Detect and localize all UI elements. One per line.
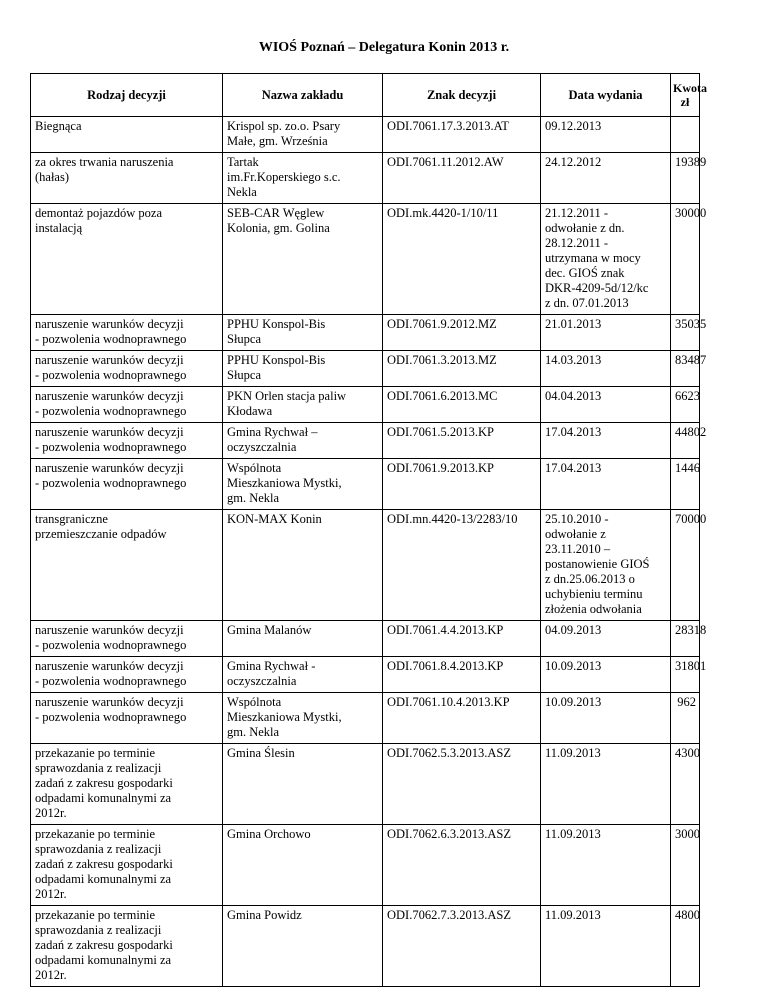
table-row: [31, 621, 700, 657]
cell-line: odwołanie z: [545, 527, 606, 541]
table-row: [31, 387, 700, 423]
cell-line: Wspólnota: [227, 695, 282, 709]
header-kwota-unit: zł: [680, 95, 690, 109]
cell-line: Wspólnota: [227, 461, 282, 475]
cell-kwota: 30000: [671, 204, 700, 315]
table-row: [31, 315, 700, 351]
cell-znak: ODI.7062.6.3.2013.ASZ: [383, 825, 541, 906]
cell-line: 2012r.: [35, 887, 67, 901]
cell-line: Kłodawa: [227, 404, 273, 418]
cell-rodzaj: [31, 315, 223, 351]
cell-line: - pozwolenia wodnoprawnego: [35, 638, 187, 652]
cell-znak: ODI.mn.4420-13/2283/10: [383, 510, 541, 621]
cell-data: [541, 510, 671, 621]
cell-line: Gmina Rychwał –: [227, 425, 318, 439]
cell-kwota: 83487: [671, 351, 700, 387]
table-row: [31, 693, 700, 744]
cell-line: 24.12.2012: [545, 155, 602, 169]
cell-line: dec. GIOŚ znak: [545, 266, 625, 280]
cell-kwota: 28318: [671, 621, 700, 657]
cell-rodzaj: [31, 621, 223, 657]
cell-line: Nekla: [227, 185, 257, 199]
table-row: [31, 153, 700, 204]
decisions-table: [30, 73, 707, 987]
cell-data: [541, 153, 671, 204]
cell-line: naruszenie warunków decyzji: [35, 425, 184, 439]
cell-rodzaj: [31, 153, 223, 204]
cell-nazwa: [223, 657, 383, 693]
cell-data: [541, 315, 671, 351]
cell-kwota: 19389: [671, 153, 700, 204]
cell-line: naruszenie warunków decyzji: [35, 461, 184, 475]
cell-line: demontaż pojazdów poza: [35, 206, 163, 220]
cell-line: za okres trwania naruszenia: [35, 155, 174, 169]
cell-line: z dn.25.06.2013 o: [545, 572, 635, 586]
cell-znak: ODI.7061.5.2013.KP: [383, 423, 541, 459]
cell-data: [541, 423, 671, 459]
cell-line: Słupca: [227, 368, 262, 382]
cell-kwota: 70000: [671, 510, 700, 621]
cell-line: sprawozdania z realizacji: [35, 923, 162, 937]
cell-line: naruszenie warunków decyzji: [35, 695, 184, 709]
cell-line: odpadami komunalnymi za: [35, 791, 172, 805]
cell-znak: ODI.mk.4420-1/10/11: [383, 204, 541, 315]
table-header-row: [31, 74, 700, 117]
cell-line: postanowienie GIOŚ: [545, 557, 650, 571]
cell-rodzaj: [31, 906, 223, 987]
cell-znak: ODI.7061.11.2012.AW: [383, 153, 541, 204]
cell-nazwa: [223, 459, 383, 510]
cell-data: [541, 351, 671, 387]
cell-kwota: 962: [671, 693, 700, 744]
cell-rodzaj: [31, 117, 223, 153]
cell-line: 21.01.2013: [545, 317, 602, 331]
table-row: [31, 744, 700, 825]
cell-kwota: 44802: [671, 423, 700, 459]
cell-line: sprawozdania z realizacji: [35, 842, 162, 856]
cell-rodzaj: [31, 423, 223, 459]
cell-line: Gmina Ślesin: [227, 746, 295, 760]
cell-data: [541, 906, 671, 987]
cell-nazwa: [223, 906, 383, 987]
cell-data: [541, 387, 671, 423]
cell-data: [541, 459, 671, 510]
table-row: [31, 906, 700, 987]
cell-line: przekazanie po terminie: [35, 746, 156, 760]
cell-line: 10.09.2013: [545, 695, 602, 709]
cell-line: odpadami komunalnymi za: [35, 872, 172, 886]
cell-kwota: 4800: [671, 906, 700, 987]
table-row: [31, 351, 700, 387]
cell-line: 14.03.2013: [545, 353, 602, 367]
cell-line: PKN Orlen stacja paliw: [227, 389, 347, 403]
cell-znak: ODI.7062.7.3.2013.ASZ: [383, 906, 541, 987]
cell-znak: ODI.7061.9.2012.MZ: [383, 315, 541, 351]
cell-line: KON-MAX Konin: [227, 512, 322, 526]
cell-line: odpadami komunalnymi za: [35, 953, 172, 967]
cell-kwota: 35035: [671, 315, 700, 351]
cell-line: 17.04.2013: [545, 461, 602, 475]
cell-line: PPHU Konspol-Bis: [227, 353, 326, 367]
cell-line: - pozwolenia wodnoprawnego: [35, 674, 187, 688]
cell-kwota: 1446: [671, 459, 700, 510]
cell-znak: ODI.7061.8.4.2013.KP: [383, 657, 541, 693]
page-title: WIOŚ Poznań – Delegatura Konin 2013 r.: [258, 40, 510, 55]
cell-line: z dn. 07.01.2013: [545, 296, 629, 310]
cell-line: 25.10.2010 -: [545, 512, 609, 526]
cell-line: Gmina Powidz: [227, 908, 302, 922]
header-kwota: [671, 74, 707, 117]
cell-line: 04.09.2013: [545, 623, 602, 637]
cell-line: instalacją: [35, 221, 83, 235]
cell-line: - pozwolenia wodnoprawnego: [35, 404, 187, 418]
cell-nazwa: [223, 510, 383, 621]
cell-kwota: 6623: [671, 387, 700, 423]
cell-line: Krispol sp. zo.o. Psary: [227, 119, 341, 133]
cell-rodzaj: [31, 693, 223, 744]
cell-nazwa: [223, 621, 383, 657]
cell-line: zadań z zakresu gospodarki: [35, 938, 173, 952]
cell-nazwa: [223, 153, 383, 204]
cell-line: naruszenie warunków decyzji: [35, 623, 184, 637]
cell-line: - pozwolenia wodnoprawnego: [35, 368, 187, 382]
table-row: [31, 459, 700, 510]
table-row: [31, 657, 700, 693]
table-row: [31, 510, 700, 621]
cell-line: 2012r.: [35, 968, 67, 982]
cell-nazwa: [223, 825, 383, 906]
cell-line: utrzymana w mocy: [545, 251, 641, 265]
cell-line: transgraniczne: [35, 512, 108, 526]
cell-znak: ODI.7061.4.4.2013.KP: [383, 621, 541, 657]
cell-line: 23.11.2010 –: [545, 542, 611, 556]
cell-line: Gmina Rychwał -: [227, 659, 316, 673]
cell-kwota: 4300: [671, 744, 700, 825]
cell-kwota: 31801: [671, 657, 700, 693]
cell-line: przemieszczanie odpadów: [35, 527, 167, 541]
cell-line: im.Fr.Koperskiego s.c.: [227, 170, 341, 184]
cell-line: złożenia odwołania: [545, 602, 642, 616]
cell-nazwa: [223, 315, 383, 351]
cell-rodzaj: [31, 744, 223, 825]
cell-line: oczyszczalnia: [227, 440, 297, 454]
cell-nazwa: [223, 204, 383, 315]
cell-znak: ODI.7062.5.3.2013.ASZ: [383, 744, 541, 825]
header-kwota-label: Kwota: [673, 81, 707, 95]
cell-znak: ODI.7061.3.2013.MZ: [383, 351, 541, 387]
cell-line: zadań z zakresu gospodarki: [35, 857, 173, 871]
header-znak-decyzji: Znak decyzji: [383, 74, 541, 117]
cell-rodzaj: [31, 387, 223, 423]
cell-nazwa: [223, 351, 383, 387]
cell-line: 2012r.: [35, 806, 67, 820]
cell-line: uchybieniu terminu: [545, 587, 643, 601]
cell-rodzaj: [31, 825, 223, 906]
cell-rodzaj: [31, 510, 223, 621]
cell-kwota: 3000: [671, 825, 700, 906]
cell-line: Gmina Malanów: [227, 623, 312, 637]
cell-line: - pozwolenia wodnoprawnego: [35, 476, 187, 490]
cell-line: Mieszkaniowa Mystki,: [227, 476, 342, 490]
cell-line: Małe, gm. Września: [227, 134, 328, 148]
cell-line: przekazanie po terminie: [35, 908, 156, 922]
cell-line: sprawozdania z realizacji: [35, 761, 162, 775]
cell-data: [541, 825, 671, 906]
cell-data: [541, 657, 671, 693]
cell-line: 04.04.2013: [545, 389, 602, 403]
cell-line: Mieszkaniowa Mystki,: [227, 710, 342, 724]
header-nazwa-zakladu: Nazwa zakładu: [223, 74, 383, 117]
cell-line: 21.12.2011 -: [545, 206, 609, 220]
cell-nazwa: [223, 117, 383, 153]
cell-data: [541, 621, 671, 657]
table-row: [31, 117, 700, 153]
cell-rodzaj: [31, 204, 223, 315]
cell-line: naruszenie warunków decyzji: [35, 389, 184, 403]
cell-data: [541, 693, 671, 744]
cell-nazwa: [223, 693, 383, 744]
cell-line: 09.12.2013: [545, 119, 602, 133]
cell-line: przekazanie po terminie: [35, 827, 156, 841]
cell-data: [541, 117, 671, 153]
cell-line: - pozwolenia wodnoprawnego: [35, 440, 187, 454]
cell-line: 28.12.2011 -: [545, 236, 609, 250]
cell-line: zadań z zakresu gospodarki: [35, 776, 173, 790]
cell-line: 11.09.2013: [545, 827, 601, 841]
cell-line: (hałas): [35, 170, 70, 184]
cell-line: - pozwolenia wodnoprawnego: [35, 710, 187, 724]
cell-nazwa: [223, 423, 383, 459]
cell-line: DKR-4209-5d/12/kc: [545, 281, 649, 295]
table-row: [31, 825, 700, 906]
cell-line: oczyszczalnia: [227, 674, 297, 688]
cell-data: [541, 744, 671, 825]
cell-line: 17.04.2013: [545, 425, 602, 439]
cell-line: 10.09.2013: [545, 659, 602, 673]
cell-nazwa: [223, 744, 383, 825]
cell-line: SEB-CAR Węglew: [227, 206, 325, 220]
cell-line: - pozwolenia wodnoprawnego: [35, 332, 187, 346]
cell-line: gm. Nekla: [227, 725, 280, 739]
cell-line: naruszenie warunków decyzji: [35, 353, 184, 367]
cell-line: odwołanie z dn.: [545, 221, 625, 235]
cell-znak: ODI.7061.10.4.2013.KP: [383, 693, 541, 744]
cell-rodzaj: [31, 351, 223, 387]
header-data-wydania: Data wydania: [541, 74, 671, 117]
cell-line: naruszenie warunków decyzji: [35, 659, 184, 673]
cell-data: [541, 204, 671, 315]
cell-znak: ODI.7061.9.2013.KP: [383, 459, 541, 510]
cell-line: 11.09.2013: [545, 908, 601, 922]
cell-line: Tartak: [227, 155, 259, 169]
cell-kwota: [671, 117, 700, 153]
cell-nazwa: [223, 387, 383, 423]
cell-znak: ODI.7061.17.3.2013.AT: [383, 117, 541, 153]
cell-line: Kolonia, gm. Golina: [227, 221, 330, 235]
cell-rodzaj: [31, 657, 223, 693]
cell-rodzaj: [31, 459, 223, 510]
cell-line: Słupca: [227, 332, 262, 346]
cell-line: gm. Nekla: [227, 491, 280, 505]
cell-line: Biegnąca: [35, 119, 82, 133]
cell-line: Gmina Orchowo: [227, 827, 311, 841]
cell-znak: ODI.7061.6.2013.MC: [383, 387, 541, 423]
cell-line: 11.09.2013: [545, 746, 601, 760]
cell-line: naruszenie warunków decyzji: [35, 317, 184, 331]
header-rodzaj-decyzji: Rodzaj decyzji: [31, 74, 223, 117]
table-row: [31, 423, 700, 459]
table-row: [31, 204, 700, 315]
cell-line: PPHU Konspol-Bis: [227, 317, 326, 331]
